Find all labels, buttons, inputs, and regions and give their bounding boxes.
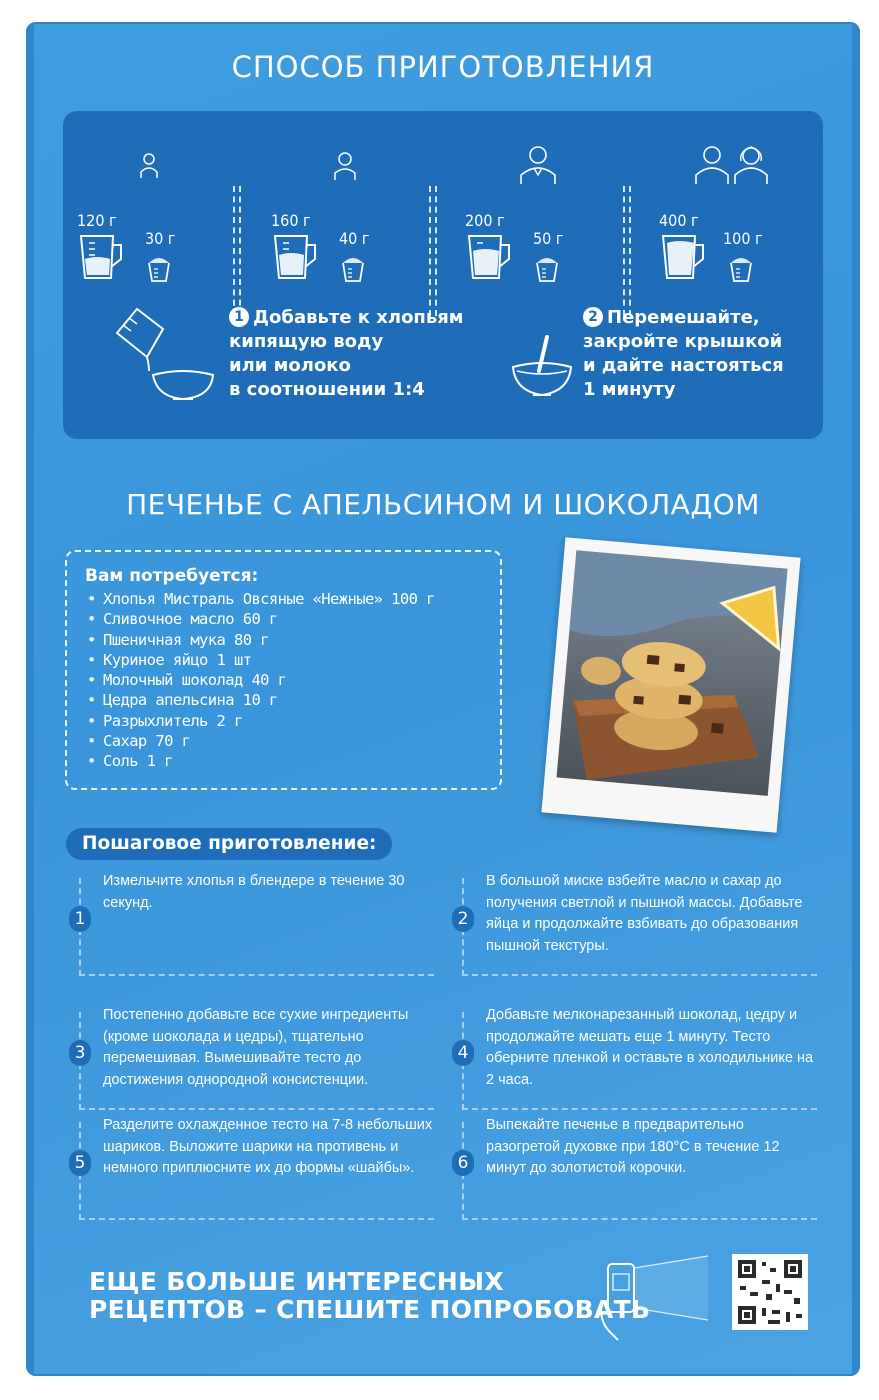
child-icon (139, 151, 159, 179)
ingredients-list (85, 589, 482, 772)
flakes-cup-icon (531, 251, 563, 283)
water-amount: 200 г (465, 211, 505, 230)
cookies-illustration (557, 550, 788, 796)
water-amount: 400 г (659, 211, 699, 230)
step-number: 2 (452, 906, 474, 932)
scan-qr-illustration (598, 1250, 810, 1360)
instruction-line: или молоко (229, 355, 351, 376)
package-edge-left (26, 22, 34, 1376)
step-3 (74, 1007, 434, 1110)
portion-4 (645, 131, 835, 281)
instruction-2 (583, 306, 784, 402)
water-amount: 120 г (77, 211, 117, 230)
instruction-line: Перемешайте, (607, 307, 760, 328)
instruction-number: 1 (229, 307, 249, 327)
ingredient-item: • Сахар 70 г (85, 731, 482, 751)
pour-liquid-icon (107, 305, 219, 401)
portion-divider (233, 186, 241, 316)
step-1 (74, 873, 434, 976)
instruction-line: 1 минуту (583, 379, 676, 400)
instruction-line: закройте крышкой (583, 331, 783, 352)
step-text: Разделите охлажденное тесто на 7-8 небольших шариков. Выложите шарики на противень и немного приплюсните их до формы «шайбы». (103, 1117, 433, 1176)
footer-slogan (89, 1268, 650, 1324)
step-2 (457, 873, 817, 976)
step-text: Измельчите хлопья в блендере в течение 30 секунд. (103, 873, 405, 911)
ingredient-item: • Пшеничная мука 80 г (85, 630, 482, 650)
flakes-cup-icon (143, 251, 175, 283)
footer-line-2: РЕЦЕПТОВ – СПЕШИТЕ ПОПРОБОВАТЬ (89, 1295, 651, 1324)
step-4 (457, 1007, 817, 1110)
step-6 (457, 1117, 817, 1220)
cookie-photo (541, 537, 800, 833)
footer-line-1: ЕЩЕ БОЛЬШЕ ИНТЕРЕСНЫХ (89, 1267, 504, 1296)
ingredients-box (65, 550, 502, 790)
flakes-amount: 100 г (723, 229, 763, 248)
qr-code-icon (732, 1254, 808, 1330)
step-number: 3 (69, 1040, 91, 1066)
measuring-jug-icon (77, 233, 125, 281)
package-edge-right (852, 22, 860, 1376)
adult-icon (519, 145, 557, 185)
cookie-photo-image (557, 550, 788, 796)
portion-2 (257, 131, 447, 281)
ingredient-item: • Соль 1 г (85, 751, 482, 771)
ingredient-item: • Куриное яйцо 1 шт (85, 650, 482, 670)
flakes-cup-icon (337, 251, 369, 283)
measuring-jug-icon (465, 233, 513, 281)
phone-scan-icon (601, 1256, 708, 1340)
couple-icon (695, 145, 769, 185)
step-number: 4 (452, 1040, 474, 1066)
measuring-jug-icon (659, 233, 707, 281)
portion-divider (429, 186, 437, 316)
portion-3 (451, 131, 641, 281)
ingredient-item: • Сливочное масло 60 г (85, 609, 482, 629)
step-text: Постепенно добавьте все сухие ингредиенты (кроме шоколада и цедры), тщательно перемешивая. Вымешивайте тесто до достижения однородной консистенции. (103, 1007, 409, 1088)
portion-1 (63, 131, 253, 281)
teen-icon (333, 151, 357, 181)
water-amount: 160 г (271, 211, 311, 230)
flakes-amount: 50 г (533, 229, 564, 248)
step-5 (74, 1117, 434, 1220)
step-text: В большой миске взбейте масло и сахар до получения светлой и пышной массы. Добавьте яйца и продолжайте взбивать до образования пышной текстуры. (486, 873, 803, 954)
step-number: 6 (452, 1150, 474, 1176)
portion-divider (623, 186, 631, 316)
instruction-line: в соотношении 1:4 (229, 379, 425, 400)
step-number: 1 (69, 906, 91, 932)
instruction-number: 2 (583, 307, 603, 327)
step-number: 5 (69, 1150, 91, 1176)
package-back (26, 22, 860, 1376)
instruction-line: и дайте настояться (583, 355, 784, 376)
flakes-amount: 30 г (145, 229, 176, 248)
instruction-1 (229, 306, 464, 402)
preparation-panel (63, 111, 823, 439)
method-title: СПОСОБ ПРИГОТОВЛЕНИЯ (231, 50, 655, 84)
ingredients-heading: Вам потребуется: (85, 566, 259, 586)
instruction-line: кипящую воду (229, 331, 384, 352)
ingredient-item: • Цедра апельсина 10 г (85, 690, 482, 710)
ingredient-item: • Хлопья Мистраль Овсяные «Нежные» 100 г (85, 589, 482, 609)
instruction-line: Добавьте к хлопьям (253, 307, 464, 328)
step-text: Выпекайте печенье в предварительно разогретой духовке при 180°С в течение 12 минут до золотистой корочки. (486, 1117, 780, 1176)
measuring-jug-icon (271, 233, 319, 281)
flakes-cup-icon (725, 251, 757, 283)
flakes-amount: 40 г (339, 229, 370, 248)
ingredient-item: • Разрыхлитель 2 г (85, 711, 482, 731)
step-text: Добавьте мелконарезанный шоколад, цедру и продолжайте мешать еще 1 минуту. Тесто оберните пленкой и оставьте в холодильнике на 2 часа. (486, 1007, 814, 1088)
recipe-title: ПЕЧЕНЬЕ С АПЕЛЬСИНОМ И ШОКОЛАДОМ (126, 488, 760, 521)
bowl-spoon-icon (509, 335, 575, 399)
steps-title: Пошаговое приготовление: (66, 828, 392, 860)
ingredient-item: • Молочный шоколад 40 г (85, 670, 482, 690)
